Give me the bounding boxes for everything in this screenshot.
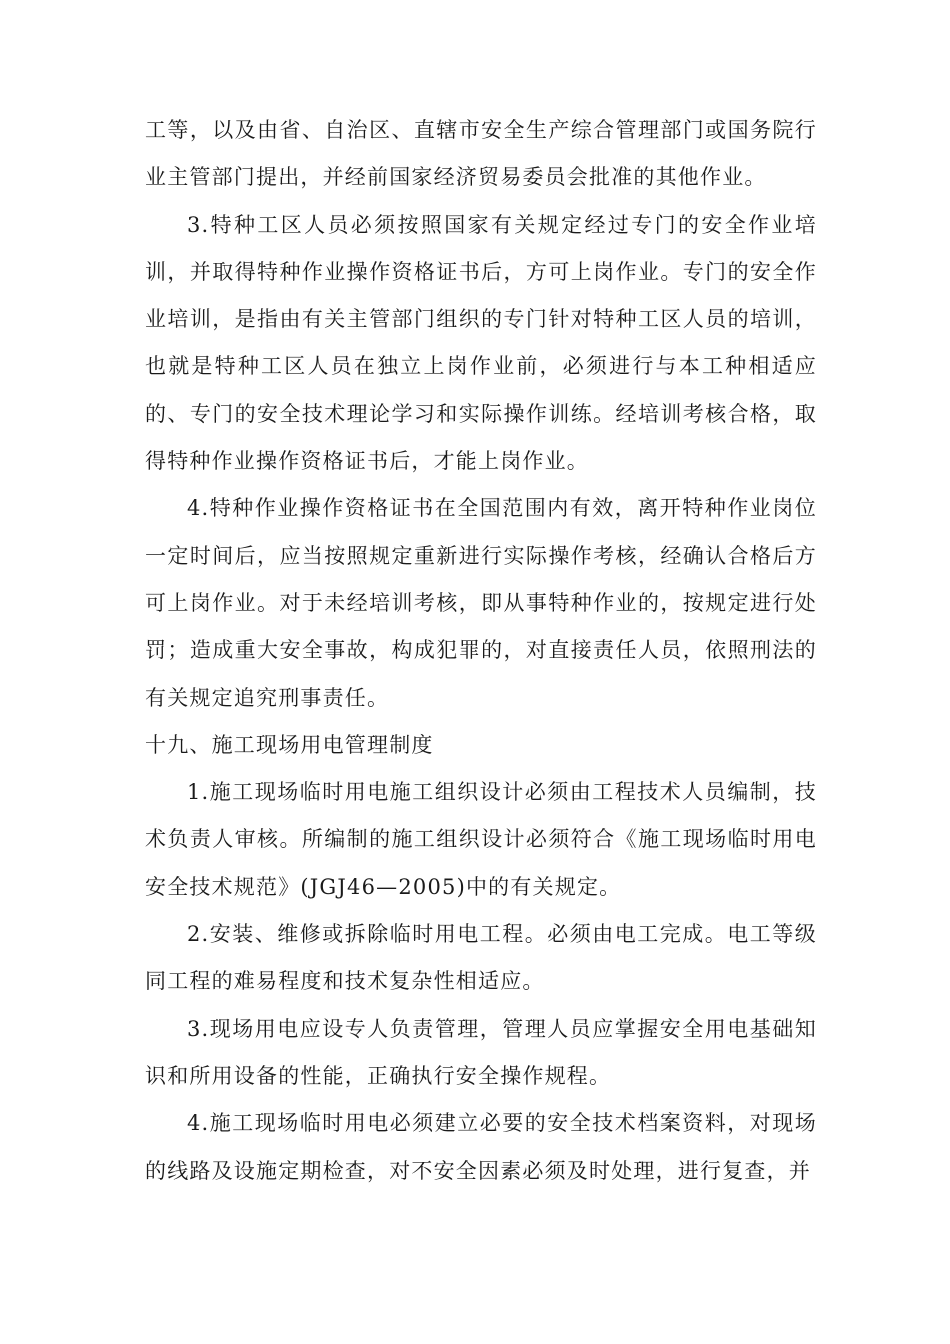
section-heading-19: 十九、施工现场用电管理制度 (145, 732, 434, 757)
paragraph-item-1-design: 1.施工现场临时用电施工组织设计必须由工程技术人员编制，技术负责人审核。所编制的施工组织设计必须符合《施工现场临时用电安全技术规范》(JGJ46—2005)中的有关规定。 (145, 780, 817, 899)
paragraph-item-4-certificate: 4.特种作业操作资格证书在全国范围内有效，离开特种作业岗位一定时间后，应当按照规定重新进行实际操作考核，经确认合格后方可上岗作业。对于未经培训考核，即从事特种作业的，按规定进行处罚；造成重大安全事故，构成犯罪的，对直接责任人员，依照刑法的有关规定追究刑事责任。 (145, 496, 817, 710)
paragraph-continuation: 工等，以及由省、自治区、直辖市安全生产综合管理部门或国务院行业主管部门提出，并经前国家经济贸易委员会批准的其他作业。 (145, 118, 817, 190)
paragraph-item-3-management: 3.现场用电应设专人负责管理，管理人员应掌握安全用电基础知识和所用设备的性能，正确执行安全操作规程。 (145, 1016, 817, 1088)
paragraph-item-4-records: 4.施工现场临时用电必须建立必要的安全技术档案资料，对现场的线路及设施定期检查，对不安全因素必须及时处理，进行复查，并 (145, 1111, 817, 1183)
paragraph-item-3-training: 3.特种工区人员必须按照国家有关规定经过专门的安全作业培训，并取得特种作业操作资格证书后，方可上岗作业。专门的安全作业培训，是指由有关主管部门组织的专门针对特种工区人员的培训，也就是特种工区人员在独立上岗作业前，必须进行与本工种相适应的、专门的安全技术理论学习和实际操作训练。经培训考核合格，取得特种作业操作资格证书后，才能上岗作业。 (145, 212, 817, 474)
document-body (145, 107, 817, 1195)
paragraph-item-2-installation: 2.安装、维修或拆除临时用电工程。必须由电工完成。电工等级同工程的难易程度和技术复杂性相适应。 (145, 922, 817, 994)
